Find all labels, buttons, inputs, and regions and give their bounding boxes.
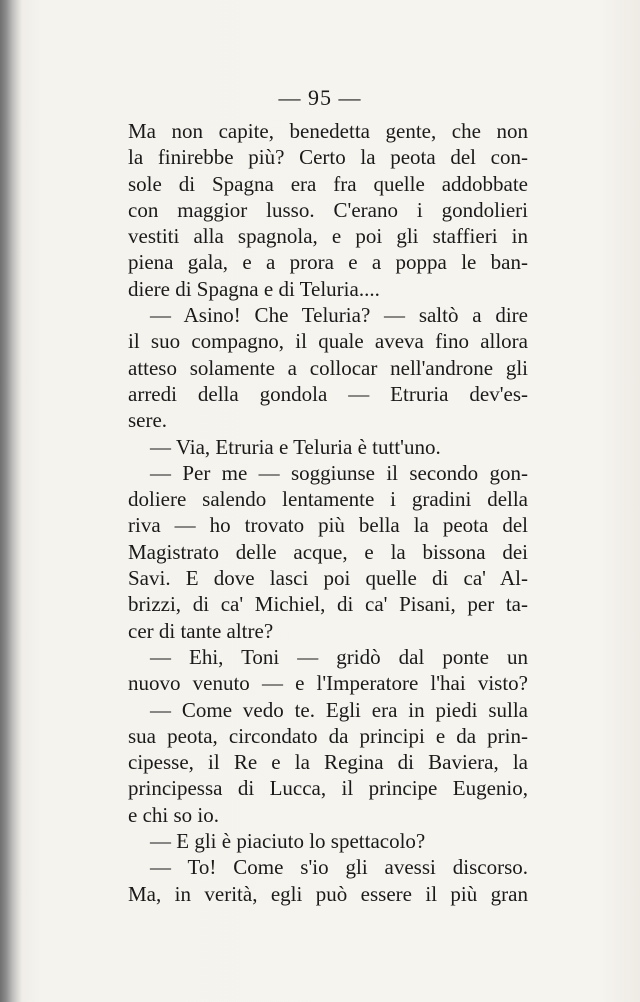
text-line: cer di tante altre? [128, 618, 274, 643]
text-line: — Via, Etruria e Teluria è tutt'uno. [150, 434, 441, 459]
text-line: riva — ho trovato più bella la peota del [128, 513, 528, 538]
text-line: sua peota, circondato da principi e da prin- [128, 723, 528, 748]
text-line: la finirebbe più? Certo la peota del con- [128, 145, 528, 170]
text-line: Ma, in verità, egli può essere il più gran [128, 881, 528, 906]
text-line: cipesse, il Re e la Regina di Baviera, la [128, 750, 528, 775]
text-line: vestiti alla spagnola, e poi gli staffieri in [128, 224, 528, 249]
text-line: sole di Spagna era fra quelle addobbate [128, 171, 528, 196]
text-line: sere. [128, 408, 168, 433]
text-line: nuovo venuto — e l'Imperatore l'hai visto? [128, 671, 528, 696]
text-line: atteso solamente a collocar nell'androne gli [128, 355, 528, 380]
text-line: — Asino! Che Teluria? — saltò a dire [150, 303, 528, 328]
text-line: con maggior lusso. C'erano i gondolieri [128, 197, 528, 222]
text-line: — Per me — soggiunse il secondo gon- [150, 460, 528, 485]
text-line: Savi. E dove lasci poi quelle di ca' Al- [128, 566, 528, 591]
text-line: e chi so io. [128, 802, 219, 827]
body-text [128, 118, 528, 907]
text-line: Magistrato delle acque, e la bissona dei [128, 539, 528, 564]
text-line: brizzi, di ca' Michiel, di ca' Pisani, per ta- [128, 592, 528, 617]
text-line: Ma non capite, benedetta gente, che non [128, 119, 528, 143]
text-line: — E gli è piaciuto lo spettacolo? [150, 829, 426, 854]
text-line: il suo compagno, il quale aveva fino allora [128, 329, 528, 354]
text-line: — Ehi, Toni — gridò dal ponte un [150, 644, 528, 669]
page-number: — 95 — [278, 85, 362, 110]
text-line: piena gala, e a prora e a poppa le ban- [128, 250, 528, 275]
binding-shadow [0, 0, 22, 1002]
text-line: doliere salendo lentamente i gradini della [128, 487, 528, 512]
text-line: principessa di Lucca, il principe Eugenio, [128, 776, 528, 801]
text-line: — To! Come s'io gli avessi discorso. [150, 855, 528, 880]
text-line: diere di Spagna e di Teluria.... [128, 276, 380, 301]
text-line: arredi della gondola — Etruria dev'es- [128, 381, 528, 406]
text-line: — Come vedo te. Egli era in piedi sulla [150, 697, 528, 722]
